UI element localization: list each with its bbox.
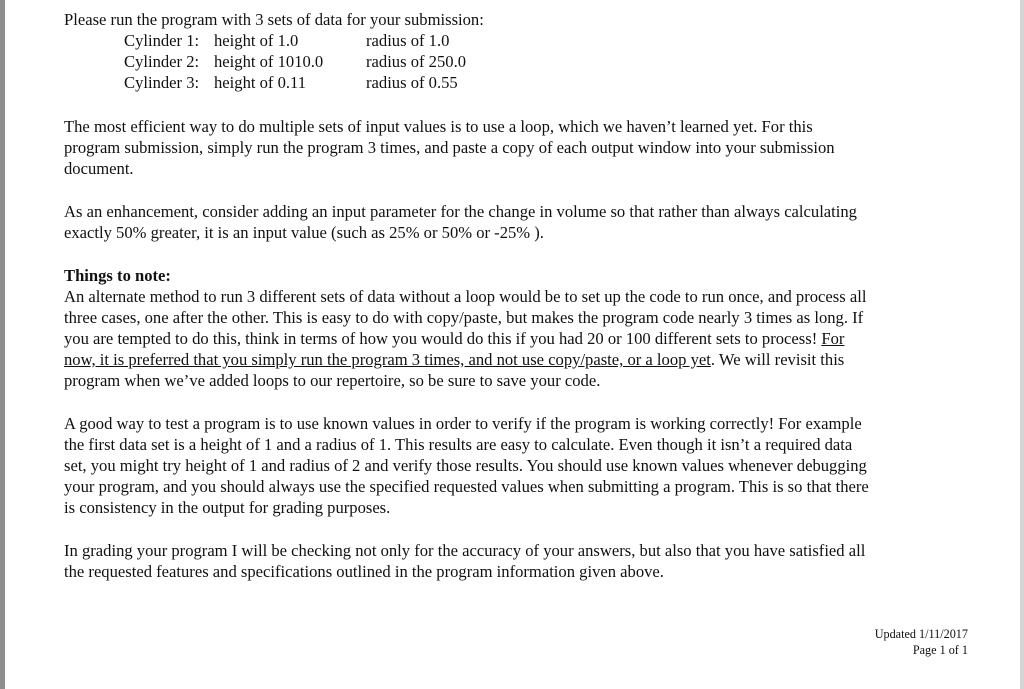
paragraph-line: the first data set is a height of 1 and a radius of 1. This results are easy to calculate. Even though it isn’t a required data xyxy=(64,435,853,454)
underlined-text: For xyxy=(821,329,845,348)
viewer-left-border xyxy=(0,0,5,689)
paragraph-line: The most efficient way to do multiple sets of input values is to use a loop, which we haven’t learned yet. For this xyxy=(64,117,813,136)
cylinder-1-height: height of 1.0 xyxy=(214,31,299,50)
cylinder-2-radius: radius of 250.0 xyxy=(366,52,467,71)
paragraph-line: three cases, one after the other. This is easy to do with copy/paste, but makes the program code nearly 3 times as long. If xyxy=(64,308,864,327)
cylinder-2-height: height of 1010.0 xyxy=(214,52,324,71)
paragraph-line: exactly 50% greater, it is an input value (such as 25% or 50% or -25% ). xyxy=(64,223,544,242)
paragraph-line: An alternate method to run 3 different sets of data without a loop would be to set up the code to run once, and process all xyxy=(64,287,867,306)
page-footer xyxy=(875,626,968,658)
cylinder-1-radius: radius of 1.0 xyxy=(366,31,450,50)
paragraph-line: As an enhancement, consider adding an input parameter for the change in volume so that rather than always calculating xyxy=(64,202,857,221)
updated-date: Updated 1/11/2017 xyxy=(874,627,968,641)
paragraph-line: program when we’ve added loops to our repertoire, so be sure to save your code. xyxy=(64,371,601,390)
page-number: Page 1 of 1 xyxy=(912,643,968,657)
paragraph-line: In grading your program I will be checking not only for the accuracy of your answers, but also that you have satisfied all xyxy=(64,541,866,560)
cylinder-3-radius: radius of 0.55 xyxy=(366,73,458,92)
cylinder-1-name: Cylinder 1: xyxy=(124,31,200,50)
cylinder-2-name: Cylinder 2: xyxy=(124,52,200,71)
things-to-note-heading: Things to note: xyxy=(64,266,171,285)
viewer-scrollbar-track[interactable] xyxy=(1020,0,1024,689)
paragraph-line: program submission, simply run the program 3 times, and paste a copy of each output window into your submission xyxy=(64,138,835,157)
paragraph-line: your program, and you should always use the specified requested values when submitting a program. This is so that there xyxy=(64,477,869,496)
paragraph-line: A good way to test a program is to use known values in order to verify if the program is working correctly! For example xyxy=(64,414,862,433)
intro-line: Please run the program with 3 sets of data for your submission: xyxy=(64,10,484,29)
paragraph-line: document. xyxy=(64,159,134,178)
cylinder-3-height: height of 0.11 xyxy=(214,73,307,92)
paragraph-text: . We will revisit this xyxy=(710,350,845,369)
cylinder-3-name: Cylinder 3: xyxy=(124,73,200,92)
paragraph-line: the requested features and specifications outlined in the program information given above. xyxy=(64,562,664,581)
paragraph-line xyxy=(64,329,844,349)
underlined-text: now, it is preferred that you simply run the program 3 times, and not use copy/paste, or a loop yet xyxy=(64,350,711,369)
paragraph-text: you are tempted to do this, think in terms of how you would do this if you had 20 or 100 different sets to process! xyxy=(64,329,822,348)
paragraph-line xyxy=(64,350,844,370)
paragraph-line: is consistency in the output for grading purposes. xyxy=(64,498,391,517)
paragraph-line: set, you might try height of 1 and radius of 2 and verify those results. You should use known values whenever debugging xyxy=(64,456,867,475)
